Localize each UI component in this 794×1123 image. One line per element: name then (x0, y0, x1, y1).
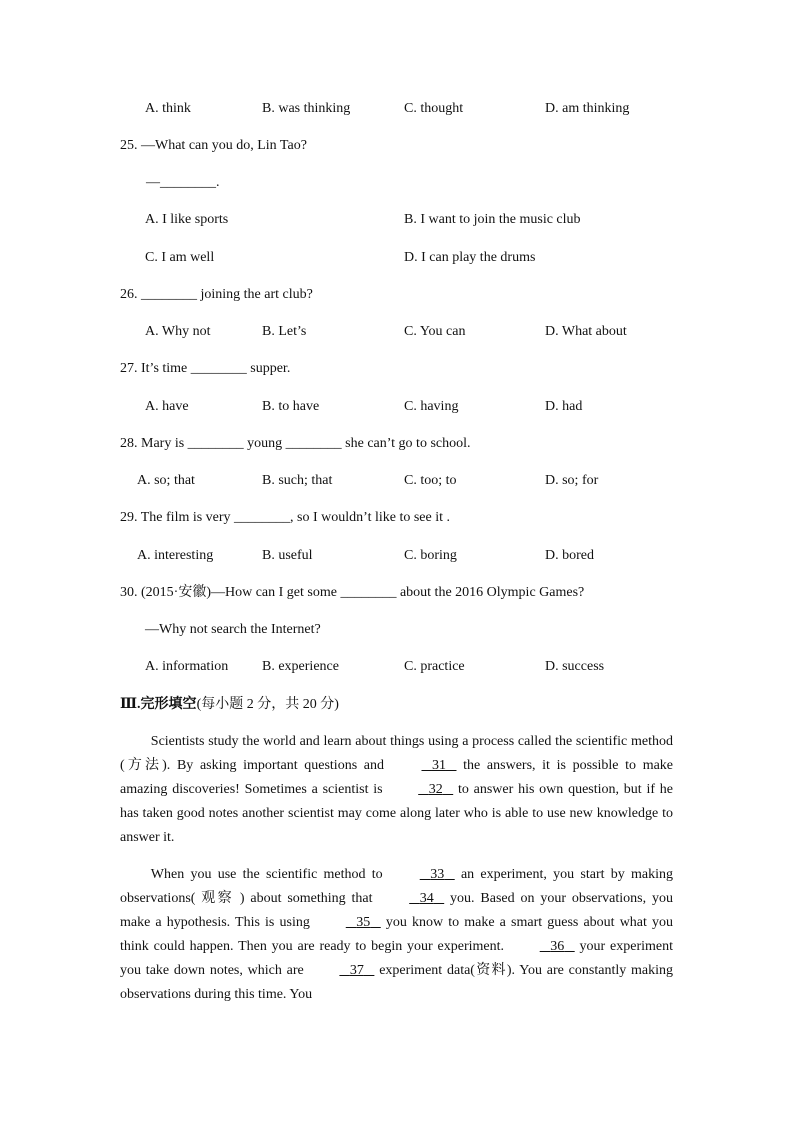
q28-option-a: A. so; that (137, 473, 195, 488)
blank-31-number: 31 (431, 758, 446, 773)
q29-option-b: B. useful (262, 548, 313, 563)
p2-text-d: you. Based on your observations, you make a hypothesis. This is using (120, 891, 673, 930)
q25-option-d: D. I can play the drums (404, 250, 536, 265)
q27-option-a: A. have (145, 399, 189, 414)
q29-option-a: A. interesting (137, 548, 214, 563)
p2-text-a: When you use the scientific method to (150, 867, 383, 882)
blank-32 (387, 778, 453, 802)
q24-option-b: B. was thinking (262, 101, 351, 116)
blank-33 (389, 863, 455, 887)
p2-text-g: experiment data(资料). You are constantly making observations during this time. You (120, 963, 674, 1002)
q30-option-d: D. success (545, 659, 605, 674)
blank-33-number: 33 (430, 867, 445, 882)
q26-option-b: B. Let’s (262, 324, 307, 339)
q29-option-c: C. boring (404, 548, 457, 563)
q28-question: 28. Mary is ________ young ________ she can’t go to school. (120, 436, 471, 451)
q29-question: 29. The film is very ________, so I wouldn’t like to see it . (120, 510, 451, 525)
q30-option-c: C. practice (404, 659, 465, 674)
section-3-title: Ⅲ.完形填空 (120, 697, 197, 712)
passage-paragraph-2 (120, 863, 673, 1007)
blank-36-number: 36 (550, 939, 565, 954)
q28-option-d: D. so; for (545, 473, 599, 488)
blank-34-number: 34 (419, 891, 434, 906)
p2-text-c: an experiment, you start by making observations( 观察 ) about something that (120, 867, 673, 906)
blank-37 (309, 959, 375, 983)
passage-paragraph-1 (120, 730, 673, 850)
q25-option-a: A. I like sports (145, 212, 229, 227)
q30-option-a: A. information (145, 659, 229, 674)
q27-option-c: C. having (404, 399, 459, 414)
blank-35-number: 35 (356, 915, 371, 930)
section-3-note: (每小题 2 分，共 20 分) (196, 697, 339, 712)
blank-32-number: 32 (428, 782, 443, 797)
q25-option-c: C. I am well (145, 250, 215, 265)
q25-option-b: B. I want to join the music club (404, 212, 581, 227)
q25-answer-blank: —________. (146, 175, 220, 190)
q27-option-d: D. had (545, 399, 583, 414)
p2-text-f: your experiment you take down notes, which are (120, 939, 674, 978)
q24-option-d: D. am thinking (545, 101, 630, 116)
q28-option-c: C. too; to (404, 473, 457, 488)
blank-31 (391, 754, 457, 778)
q30-question: 30. (2015·安徽)—How can I get some ________ about the 2016 Olympic Games? (120, 585, 585, 600)
p1-text-d: to answer his own question, but if he has taken good notes another scientist may come along later who is able to use new knowledge to answer it. (120, 782, 673, 845)
q26-option-a: A. Why not (145, 324, 211, 339)
q26-option-d: D. What about (545, 324, 627, 339)
q24-option-c: C. thought (404, 101, 464, 116)
q27-option-b: B. to have (262, 399, 320, 414)
p2-text-e: you know to make a smart guess about what you think could happen. Then you are ready to begin your experiment. (120, 915, 674, 954)
q26-question: 26. ________ joining the art club? (120, 287, 313, 302)
p1-text-a: Scientists study the world and learn about things using a process called the scientific method (方法). By asking important questions and (120, 734, 673, 773)
blank-34 (378, 887, 444, 911)
q28-option-b: B. such; that (262, 473, 333, 488)
blank-35 (315, 911, 381, 935)
p1-text-c: the answers, it is possible to make amazing discoveries! Sometimes a scientist is (120, 758, 674, 797)
q27-question: 27. It’s time ________ supper. (120, 361, 291, 376)
q26-option-c: C. You can (404, 324, 466, 339)
q30-reply: —Why not search the Internet? (145, 622, 321, 637)
blank-37-number: 37 (349, 963, 364, 978)
blank-36 (509, 935, 575, 959)
q29-option-d: D. bored (545, 548, 594, 563)
section-3-heading (120, 696, 339, 714)
q25-question: 25. —What can you do, Lin Tao? (120, 138, 307, 153)
q30-option-b: B. experience (262, 659, 339, 674)
q24-option-a: A. think (145, 101, 191, 116)
